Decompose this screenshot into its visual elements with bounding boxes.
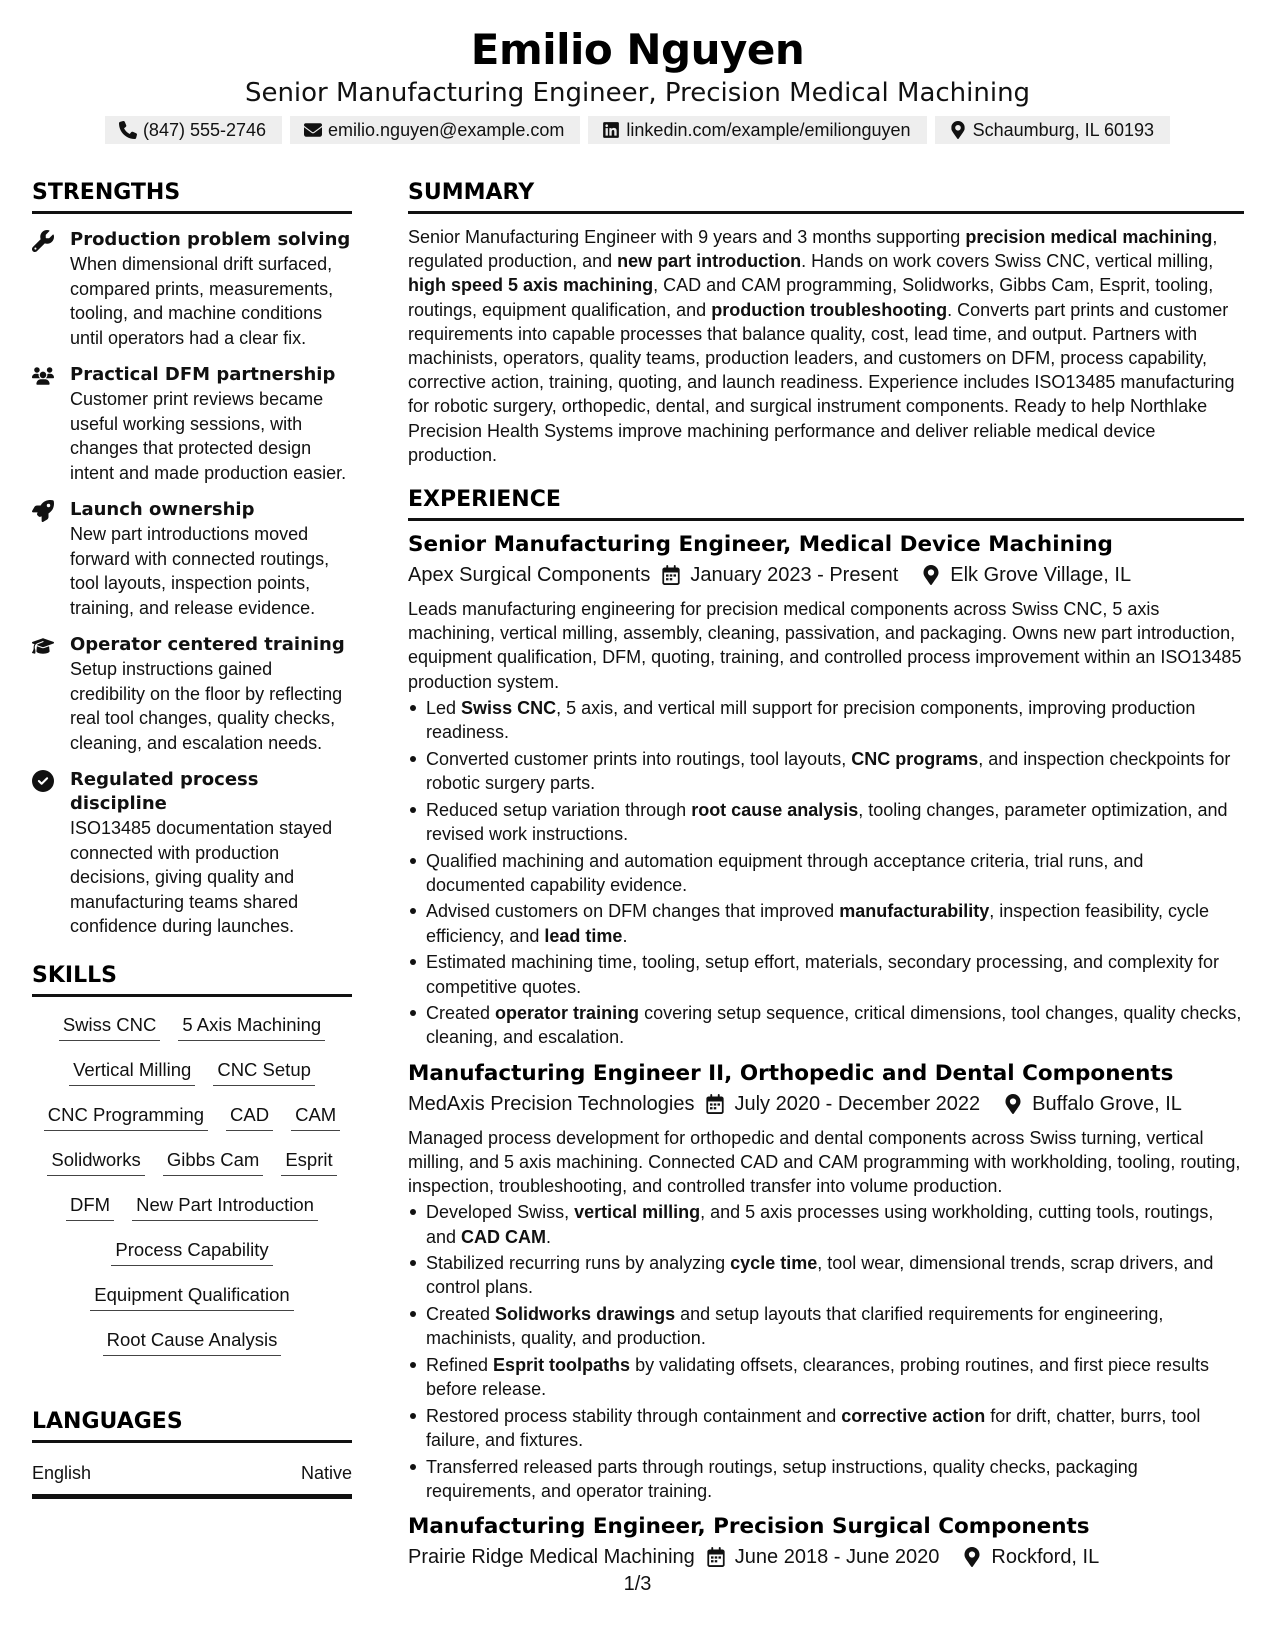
strength-item: [32, 363, 352, 485]
summary-heading: SUMMARY: [408, 178, 1244, 214]
right-column: [408, 178, 1244, 1571]
skills-row: [32, 1140, 352, 1185]
skill-tag: Root Cause Analysis: [103, 1328, 282, 1356]
strengths-heading: STRENGTHS: [32, 178, 352, 214]
check-circle-icon: [32, 770, 54, 792]
strength-item: [32, 228, 352, 350]
job-bullet: Transferred released parts through routings, setup instructions, quality checks, packaging requirements, and operator training.: [408, 1455, 1244, 1503]
skill-tag: Process Capability: [111, 1238, 272, 1266]
contact-location-text: Schaumburg, IL 60193: [972, 119, 1155, 140]
job-entry: [408, 1059, 1244, 1504]
calendar-icon: [707, 1547, 725, 1567]
envelope-icon: [304, 121, 322, 139]
strength-title: Practical DFM partnership: [70, 364, 336, 385]
strength-title: Launch ownership: [70, 499, 255, 520]
job-entry: [408, 530, 1244, 1050]
job-dates: January 2023 - Present: [690, 564, 899, 587]
language-name: English: [32, 1462, 92, 1483]
skills-row: [32, 1050, 352, 1095]
job-location: Rockford, IL: [991, 1546, 1100, 1569]
job-meta: [408, 1543, 1244, 1571]
skill-tag: CNC Programming: [44, 1103, 208, 1131]
linkedin-icon: [602, 121, 620, 139]
skills-heading: SKILLS: [32, 961, 352, 997]
contact-phone-text: (847) 555-2746: [142, 119, 267, 140]
job-bullet: Restored process stability through containment and corrective action for drift, chatter, burrs, tool failure, and fixtures.: [408, 1404, 1244, 1452]
contact-email-text: emilio.nguyen@example.com: [328, 119, 565, 140]
skills-list: [32, 1005, 352, 1365]
strength-item: [32, 498, 352, 620]
wrench-icon: [32, 230, 54, 252]
users-icon: [32, 365, 54, 387]
job-meta: [408, 1090, 1244, 1118]
map-pin-icon: [1004, 1094, 1022, 1114]
job-location: Buffalo Grove, IL: [1032, 1092, 1182, 1115]
skills-row: [32, 1095, 352, 1140]
skills-row: [32, 1185, 352, 1230]
strength-item: [32, 633, 352, 755]
job-bullet: Estimated machining time, tooling, setup effort, materials, secondary processing, and complexity for competitive quotes.: [408, 950, 1244, 998]
graduation-cap-icon: [32, 635, 54, 657]
page-number: 1/3: [623, 1573, 652, 1595]
job-bullet: Reduced setup variation through root cause analysis, tooling changes, parameter optimization, and revised work instructions.: [408, 798, 1244, 846]
strength-title: Operator centered training: [70, 634, 345, 655]
job-location: Elk Grove Village, IL: [950, 564, 1132, 587]
job-dates: June 2018 - June 2020: [734, 1546, 940, 1569]
skill-tag: Equipment Qualification: [90, 1283, 293, 1311]
experience-heading: EXPERIENCE: [408, 485, 1244, 521]
strength-desc: When dimensional drift surfaced, compared prints, measurements, tooling, and machine conditions until operators had a clear fix.: [70, 254, 334, 348]
skill-tag: Solidworks: [47, 1148, 144, 1176]
contact-bar: [0, 116, 1275, 144]
skill-tag: Gibbs Cam: [163, 1148, 264, 1176]
language-level: Native: [300, 1462, 352, 1483]
contact-location: [935, 116, 1170, 144]
strength-desc: Setup instructions gained credibility on the floor by reflecting real tool changes, quality checks, cleaning, and escalation needs.: [70, 659, 343, 753]
job-bullet: Stabilized recurring runs by analyzing cycle time, tool wear, dimensional trends, scrap drivers, and control plans.: [408, 1251, 1244, 1299]
contact-linkedin[interactable]: [588, 116, 926, 144]
candidate-name: Emilio Nguyen: [470, 25, 805, 74]
job-entry: [408, 1512, 1244, 1571]
job-bullet: Created operator training covering setup sequence, critical dimensions, tool changes, quality checks, cleaning, and escalation.: [408, 1001, 1244, 1049]
skill-tag: CAM: [291, 1103, 340, 1131]
job-bullet: Led Swiss CNC, 5 axis, and vertical mill support for precision components, improving production readiness.: [408, 696, 1244, 744]
job-bullet: Advised customers on DFM changes that improved manufacturability, inspection feasibility, cycle efficiency, and lead time.: [408, 899, 1244, 947]
language-item: [32, 1463, 352, 1499]
rocket-icon: [32, 500, 54, 522]
summary-text: Senior Manufacturing Engineer with 9 years and 3 months supporting precision medical machining, regulated production, and new part introduction. Hands on work covers Swiss CNC, vertical milling, high speed 5 axis machining, CAD and CAM programming, Solidworks, Gibbs Cam, Esprit, tooling, routings, equipment qualification, and production troubleshooting. Converts part prints and customer requirements into capable processes that balance quality, cost, lead time, and output. Partners with machinists, operators, quality teams, production leaders, and customers on DFM, process capability, corrective action, training, quoting, and launch readiness. Experience includes ISO13485 manufacturing for robotic surgery, orthopedic, dental, and surgical instrument components. Ready to help Northlake Precision Health Systems improve machining performance and deliver reliable medical device production.: [408, 227, 1235, 465]
map-pin-icon: [963, 1547, 981, 1567]
strength-item: [32, 768, 352, 939]
job-bullets: [408, 1200, 1244, 1503]
map-pin-icon: [922, 565, 940, 585]
skill-tag: 5 Axis Machining: [178, 1013, 325, 1041]
strength-desc: New part introductions moved forward with connected routings, tool layouts, inspection points, training, and release evidence.: [70, 524, 330, 618]
job-company: MedAxis Precision Technologies: [408, 1092, 695, 1115]
left-column: [32, 178, 352, 1499]
skill-tag: Vertical Milling: [69, 1058, 195, 1086]
strengths-list: [32, 228, 352, 939]
contact-linkedin-text: linkedin.com/example/emilionguyen: [626, 119, 911, 140]
skill-tag: CAD: [226, 1103, 273, 1131]
job-meta: [408, 561, 1244, 589]
strength-title: Regulated process discipline: [70, 769, 259, 814]
contact-phone[interactable]: [105, 116, 282, 144]
calendar-icon: [706, 1094, 724, 1114]
skill-tag: New Part Introduction: [132, 1193, 318, 1221]
skill-tag: CNC Setup: [213, 1058, 315, 1086]
job-bullet: Converted customer prints into routings, tool layouts, CNC programs, and inspection checkpoints for robotic surgery parts.: [408, 747, 1244, 795]
skill-tag: Esprit: [281, 1148, 336, 1176]
job-bullet: Refined Esprit toolpaths by validating offsets, clearances, probing routines, and first piece results before release.: [408, 1353, 1244, 1401]
skills-row: [32, 1230, 352, 1275]
strength-title: Production problem solving: [70, 229, 351, 250]
skill-tag: Swiss CNC: [59, 1013, 161, 1041]
calendar-icon: [662, 565, 680, 585]
resume-header: [0, 22, 1275, 144]
map-pin-icon: [949, 121, 967, 139]
job-bullet: Created Solidworks drawings and setup layouts that clarified requirements for engineering, machinists, quality, and production.: [408, 1302, 1244, 1350]
skills-row: [32, 1275, 352, 1320]
job-title: Senior Manufacturing Engineer, Medical Device Machining: [408, 532, 1113, 558]
job-dates: July 2020 - December 2022: [734, 1092, 981, 1115]
contact-email[interactable]: [290, 116, 580, 144]
candidate-title: Senior Manufacturing Engineer, Precision Medical Machining: [244, 78, 1031, 108]
skills-row: [32, 1320, 352, 1365]
job-bullet: Developed Swiss, vertical milling, and 5 axis processes using workholding, cutting tools, routings, and CAD CAM.: [408, 1200, 1244, 1248]
job-company: Prairie Ridge Medical Machining: [408, 1546, 695, 1569]
job-title: Manufacturing Engineer II, Orthopedic and Dental Components: [408, 1060, 1174, 1086]
skill-tag: DFM: [66, 1193, 114, 1221]
job-company: Apex Surgical Components: [408, 564, 651, 587]
job-description: Managed process development for orthopedic and dental components across Swiss turning, vertical milling, and 5 axis machining. Connected CAD and CAM programming with workholding, tooling, routing, inspection, troubleshooting, and controlled transfer into volume production.: [408, 1127, 1241, 1197]
skills-row: [32, 1005, 352, 1050]
job-bullet: Qualified machining and automation equipment through acceptance criteria, trial runs, and documented capability evidence.: [408, 849, 1244, 897]
strength-desc: Customer print reviews became useful working sessions, with changes that protected design intent and made production easier.: [70, 389, 347, 483]
strength-desc: ISO13485 documentation stayed connected with production decisions, giving quality and manufacturing teams shared confidence during launches.: [70, 818, 333, 936]
languages-heading: LANGUAGES: [32, 1407, 352, 1443]
job-description: Leads manufacturing engineering for precision medical components across Swiss CNC, 5 axis machining, vertical milling, assembly, cleaning, passivation, and packaging. Owns new part introduction, equipment qualification, DFM, quoting, training, and controlled process improvement within an ISO13485 production system.: [408, 599, 1242, 692]
job-title: Manufacturing Engineer, Precision Surgical Components: [408, 1514, 1090, 1540]
job-bullets: [408, 696, 1244, 1050]
phone-icon: [119, 121, 137, 139]
